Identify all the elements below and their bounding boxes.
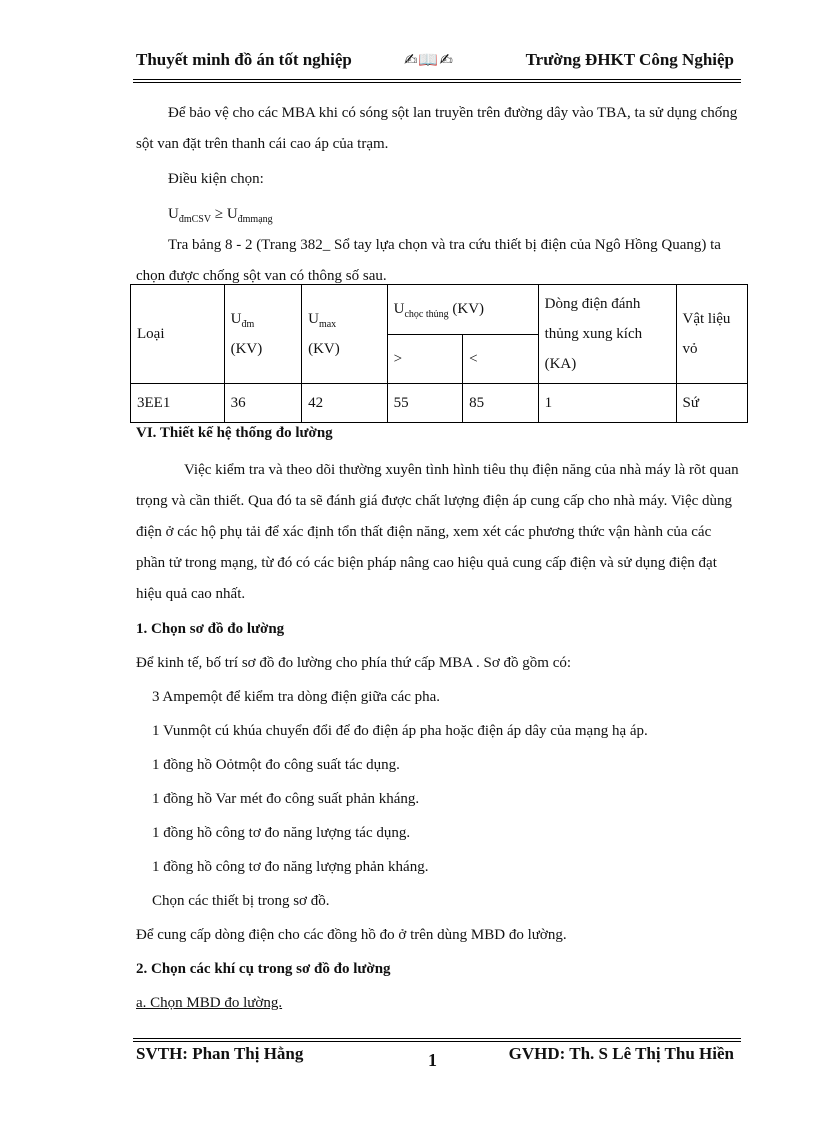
list-item: 1 Vunmột cú khúa chuyển đổi để đo điện áp pha hoặc điện áp dây của mạng hạ áp. [152, 723, 648, 739]
footer-rule-2 [133, 1041, 741, 1042]
footer-student: SVTH: Phan Thị Hằng [136, 1044, 304, 1063]
list-item: 1 đồng hồ công tơ đo năng lượng tác dụng. [152, 825, 411, 841]
list-item: 3 Ampemột để kiểm tra dòng điện giữa các pha. [152, 689, 441, 705]
table-row [131, 384, 748, 423]
subsection-a-heading: a. Chọn MBD đo lường. [136, 995, 283, 1011]
section-1-heading: 1. Chọn sơ đồ đo lường [136, 621, 285, 637]
page-footer [136, 1044, 734, 1074]
table-header-row [131, 285, 748, 335]
cell-udm: 36 [224, 384, 302, 423]
paragraph-4: Để kinh tế, bố trí sơ đồ đo lường cho phía thứ cấp MBA . Sơ đồ gồm có: [136, 655, 572, 671]
list-item: 1 đồng hồ Var mét đo công suất phản kháng. [152, 791, 420, 807]
cell-umax: 42 [302, 384, 388, 423]
col-header-umax: $U_{max}$ (KV) [302, 285, 388, 384]
col-header-greater: > [387, 334, 462, 384]
col-header-material: Vật liệu vỏ [676, 285, 748, 384]
cell-material: Sứ [676, 384, 748, 423]
paragraph-5: Để cung cấp dòng điện cho các đồng hồ đo ở trên dùng MBD đo lường. [136, 927, 567, 943]
section-2-heading: 2. Chọn các khí cụ trong sơ đồ đo lường [136, 961, 391, 977]
paragraph-1: Để bảo vệ cho các MBA khi có sóng sột lan truyền trên đường dây vào TBA, ta sử dụng chống sột van đặt trên thanh cái cao áp của trạm. [136, 105, 738, 152]
list-item: 1 đồng hồ công tơ đo năng lượng phản kháng. [152, 859, 429, 875]
formula: $U_{đmCSV} \ge U_{đmmạng}$ [168, 206, 273, 225]
header-title: Thuyết minh đồ án tốt nghiệp [136, 50, 352, 69]
cell-type: 3EE1 [131, 384, 225, 423]
page-number: 1 [428, 1050, 437, 1070]
arrester-spec-table [130, 284, 748, 423]
header-ornament: ✍📖✍ [404, 50, 454, 69]
list-item: Chọn các thiết bị trong sơ đồ. [152, 893, 330, 909]
col-header-type: Loại [131, 285, 225, 384]
page-header [136, 50, 734, 76]
paragraph-2: Tra bảng 8 - 2 (Trang 382_ Sổ tay lựa chọn và tra cứu thiết bị điện của Ngô Hồng Quang) ta chọn được chống sột van có thông số sau. [136, 237, 721, 284]
col-header-breakdown-voltage: $U_{chọc thủng}$ (KV) [387, 285, 538, 335]
footer-supervisor: GVHD: Th. S Lê Thị Thu Hiền [508, 1044, 734, 1063]
header-school: Trường ĐHKT Công Nghiệp [525, 50, 734, 69]
cell-impulse-current: 1 [538, 384, 676, 423]
body-text-bottom [136, 418, 740, 1019]
list-item: 1 đồng hồ Oỏtmột đo công suất tác dụng. [152, 757, 400, 773]
header-rule [133, 79, 741, 80]
section-vi-heading: VI. Thiết kế hệ thống đo lường [136, 425, 333, 441]
paragraph-3: Việc kiểm tra và theo dõi thường xuyên tình hình tiêu thụ điện năng của nhà máy là rõt quan trọng và cần thiết. Qua đó ta sẽ đánh giá được chất lượng điện áp cung cấp cho nhà máy. Việc dùng điện ở các hộ phụ tải để xác định tổn thất điện năng, xem xét các phương thức vận hành của các phần tử trong mạng, từ đó có các biện pháp nâng cao hiệu quả cung cấp điện và sử dụng điện đạt hiệu quả cao nhất. [136, 462, 739, 602]
col-header-udm: $U_{đm}$ (KV) [224, 285, 302, 384]
condition-label: Điều kiện chọn: [168, 171, 264, 187]
header-rule-2 [133, 82, 741, 83]
col-header-impulse-current: Dòng điện đánh thủng xung kích (KA) [538, 285, 676, 384]
cell-less: 85 [463, 384, 538, 423]
col-header-less: < [463, 334, 538, 384]
cell-greater: 55 [387, 384, 462, 423]
body-text-top [136, 98, 740, 292]
footer-rule [133, 1038, 741, 1039]
